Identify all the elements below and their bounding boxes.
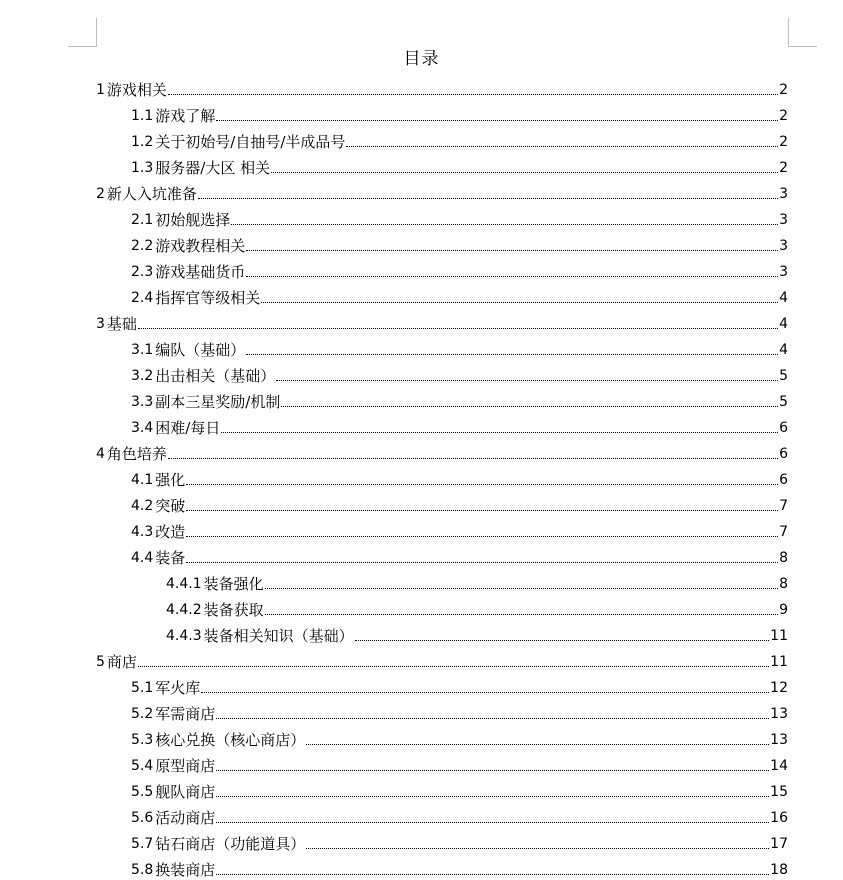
toc-entry-title: 新人入坑准备	[106, 185, 197, 203]
toc-dot-leader	[216, 120, 778, 121]
toc-entry-number: 5.4	[131, 758, 154, 774]
toc-dot-leader	[138, 328, 778, 329]
toc-entry-title: 副本三星奖励/机制	[155, 393, 281, 411]
toc-entry[interactable]	[0, 620, 843, 646]
toc-entry[interactable]	[0, 282, 843, 308]
toc-entry-title: 军火库	[155, 679, 201, 697]
toc-entry-number: 5.6	[131, 810, 154, 826]
toc-entry-title: 指挥官等级相关	[155, 289, 261, 307]
toc-entry-title: 换装商店	[155, 861, 216, 879]
toc-dot-leader	[186, 536, 778, 537]
toc-entry[interactable]	[0, 100, 843, 126]
toc-entry-title: 编队（基础）	[155, 341, 246, 359]
toc-entry-title: 游戏基础货币	[155, 263, 246, 281]
toc-entry-page-number: 4	[779, 316, 788, 332]
toc-entry-number: 4	[96, 446, 105, 462]
toc-entry-page-number: 5	[779, 394, 788, 410]
toc-entry-title: 改造	[155, 523, 186, 541]
toc-entry-title: 困难/每日	[155, 419, 221, 437]
toc-entry-number: 2.4	[131, 290, 154, 306]
toc-entry-page-number: 5	[779, 368, 788, 384]
toc-entry-page-number: 11	[770, 628, 788, 644]
toc-entry-page-number: 3	[779, 264, 788, 280]
toc-dot-leader	[216, 822, 769, 823]
toc-entry-page-number: 3	[779, 238, 788, 254]
toc-entry-number: 3.3	[131, 394, 154, 410]
toc-entry-number: 4.4.3	[166, 628, 202, 644]
toc-dot-leader	[265, 614, 778, 615]
toc-entry-page-number: 12	[770, 680, 788, 696]
toc-entry-page-number: 17	[770, 836, 788, 852]
toc-entry-page-number: 2	[779, 134, 788, 150]
toc-entry[interactable]	[0, 308, 843, 334]
toc-dot-leader	[246, 276, 778, 277]
toc-entry[interactable]	[0, 594, 843, 620]
toc-dot-leader	[276, 380, 778, 381]
toc-dot-leader	[168, 94, 778, 95]
toc-entry-title: 突破	[155, 497, 186, 515]
toc-entry-page-number: 7	[779, 524, 788, 540]
toc-dot-leader	[306, 744, 769, 745]
toc-entry[interactable]	[0, 412, 843, 438]
toc-dot-leader	[186, 484, 778, 485]
toc-entry[interactable]	[0, 828, 843, 854]
toc-entry[interactable]	[0, 568, 843, 594]
toc-dot-leader	[261, 302, 778, 303]
toc-dot-leader	[138, 666, 769, 667]
toc-entry[interactable]	[0, 854, 843, 880]
toc-entry-title: 初始舰选择	[155, 211, 231, 229]
toc-dot-leader	[231, 224, 778, 225]
toc-entry-title: 钻石商店（功能道具）	[155, 835, 306, 853]
toc-entry-page-number: 16	[770, 810, 788, 826]
toc-entry-page-number: 6	[779, 446, 788, 462]
toc-entry-page-number: 13	[770, 732, 788, 748]
toc-entry-page-number: 2	[779, 108, 788, 124]
toc-entry[interactable]	[0, 672, 843, 698]
toc-entry-number: 3.1	[131, 342, 154, 358]
toc-entry-number: 2.3	[131, 264, 154, 280]
toc-entry-number: 4.1	[131, 472, 154, 488]
toc-entry-number: 3	[96, 316, 105, 332]
toc-entry-page-number: 4	[779, 342, 788, 358]
toc-entry[interactable]	[0, 646, 843, 672]
toc-entry-title: 装备相关知识（基础）	[203, 627, 354, 645]
toc-entry-page-number: 6	[779, 472, 788, 488]
page-corner-mark-top-left	[68, 18, 97, 47]
toc-entry[interactable]	[0, 724, 843, 750]
toc-entry-title: 角色培养	[106, 445, 167, 463]
toc-entry[interactable]	[0, 360, 843, 386]
toc-entry-title: 游戏了解	[155, 107, 216, 125]
toc-dot-leader	[246, 250, 778, 251]
toc-entry[interactable]	[0, 256, 843, 282]
toc-dot-leader	[346, 146, 778, 147]
toc-dot-leader	[246, 354, 778, 355]
toc-dot-leader	[271, 172, 778, 173]
toc-entry-number: 1.2	[131, 134, 154, 150]
toc-entry-title: 核心兑换（核心商店）	[155, 731, 306, 749]
toc-entry-title: 军需商店	[155, 705, 216, 723]
toc-entry-number: 2.1	[131, 212, 154, 228]
toc-entry-page-number: 2	[779, 160, 788, 176]
toc-title: 目录	[403, 49, 440, 69]
toc-entry[interactable]	[0, 152, 843, 178]
toc-entry-title: 装备强化	[203, 575, 264, 593]
toc-entry[interactable]	[0, 204, 843, 230]
page-corner-mark-top-right	[788, 18, 817, 47]
toc-entry[interactable]	[0, 438, 843, 464]
toc-entry-title: 活动商店	[155, 809, 216, 827]
toc-entry-number: 3.4	[131, 420, 154, 436]
toc-entry-page-number: 9	[779, 602, 788, 618]
toc-dot-leader	[198, 198, 778, 199]
toc-entry-page-number: 15	[770, 784, 788, 800]
toc-entry-number: 2	[96, 186, 105, 202]
toc-dot-leader	[216, 796, 769, 797]
toc-entry-page-number: 8	[779, 550, 788, 566]
toc-entry-title: 服务器/大区 相关	[155, 159, 271, 177]
toc-dot-leader	[216, 770, 769, 771]
toc-entry-page-number: 11	[770, 654, 788, 670]
toc-entry-page-number: 3	[779, 186, 788, 202]
toc-entry-page-number: 6	[779, 420, 788, 436]
toc-entry[interactable]	[0, 230, 843, 256]
toc-entry-number: 4.4	[131, 550, 154, 566]
toc-entry[interactable]	[0, 74, 843, 100]
toc-entry-number: 5	[96, 654, 105, 670]
toc-entry[interactable]	[0, 516, 843, 542]
toc-entry-number: 5.8	[131, 862, 154, 878]
toc-entry-title: 基础	[106, 315, 137, 333]
toc-dot-leader	[355, 640, 770, 641]
toc-dot-leader	[216, 718, 769, 719]
toc-entry-title: 游戏教程相关	[155, 237, 246, 255]
toc-dot-leader	[186, 510, 778, 511]
toc-entry[interactable]	[0, 490, 843, 516]
toc-dot-leader	[306, 848, 769, 849]
toc-entry-title: 出击相关（基础）	[155, 367, 276, 385]
toc-dot-leader	[265, 588, 778, 589]
toc-dot-leader	[281, 406, 778, 407]
toc-entry-number: 4.3	[131, 524, 154, 540]
table-of-contents	[0, 74, 843, 880]
toc-entry-number: 1.3	[131, 160, 154, 176]
toc-entry[interactable]	[0, 776, 843, 802]
toc-entry-title: 装备	[155, 549, 186, 567]
toc-entry[interactable]	[0, 698, 843, 724]
toc-entry-number: 4.4.1	[166, 576, 202, 592]
toc-entry-page-number: 2	[779, 82, 788, 98]
toc-entry-title: 强化	[155, 471, 186, 489]
toc-entry-page-number: 8	[779, 576, 788, 592]
toc-entry[interactable]	[0, 386, 843, 412]
toc-entry-title: 商店	[106, 653, 137, 671]
toc-entry-number: 1	[96, 82, 105, 98]
toc-dot-leader	[201, 692, 769, 693]
toc-entry[interactable]	[0, 178, 843, 204]
toc-entry-number: 2.2	[131, 238, 154, 254]
toc-entry[interactable]	[0, 542, 843, 568]
toc-entry-number: 5.3	[131, 732, 154, 748]
toc-entry-number: 4.4.2	[166, 602, 202, 618]
toc-entry-title: 游戏相关	[106, 81, 167, 99]
toc-entry[interactable]	[0, 334, 843, 360]
toc-entry-page-number: 3	[779, 212, 788, 228]
toc-entry[interactable]	[0, 464, 843, 490]
toc-dot-leader	[216, 874, 769, 875]
toc-entry[interactable]	[0, 750, 843, 776]
toc-entry-title: 装备获取	[203, 601, 264, 619]
toc-entry[interactable]	[0, 802, 843, 828]
toc-entry-title: 原型商店	[155, 757, 216, 775]
toc-entry-number: 4.2	[131, 498, 154, 514]
toc-entry-page-number: 14	[770, 758, 788, 774]
toc-entry-number: 3.2	[131, 368, 154, 384]
toc-entry-page-number: 18	[770, 862, 788, 878]
toc-entry-number: 5.5	[131, 784, 154, 800]
toc-entry-number: 1.1	[131, 108, 154, 124]
toc-entry-number: 5.1	[131, 680, 154, 696]
toc-entry-title: 舰队商店	[155, 783, 216, 801]
toc-entry-page-number: 13	[770, 706, 788, 722]
toc-dot-leader	[221, 432, 778, 433]
toc-dot-leader	[168, 458, 778, 459]
toc-entry-page-number: 7	[779, 498, 788, 514]
toc-dot-leader	[186, 562, 778, 563]
toc-entry[interactable]	[0, 126, 843, 152]
toc-entry-page-number: 4	[779, 290, 788, 306]
toc-entry-number: 5.2	[131, 706, 154, 722]
toc-entry-title: 关于初始号/自抽号/半成品号	[155, 133, 346, 151]
toc-entry-number: 5.7	[131, 836, 154, 852]
